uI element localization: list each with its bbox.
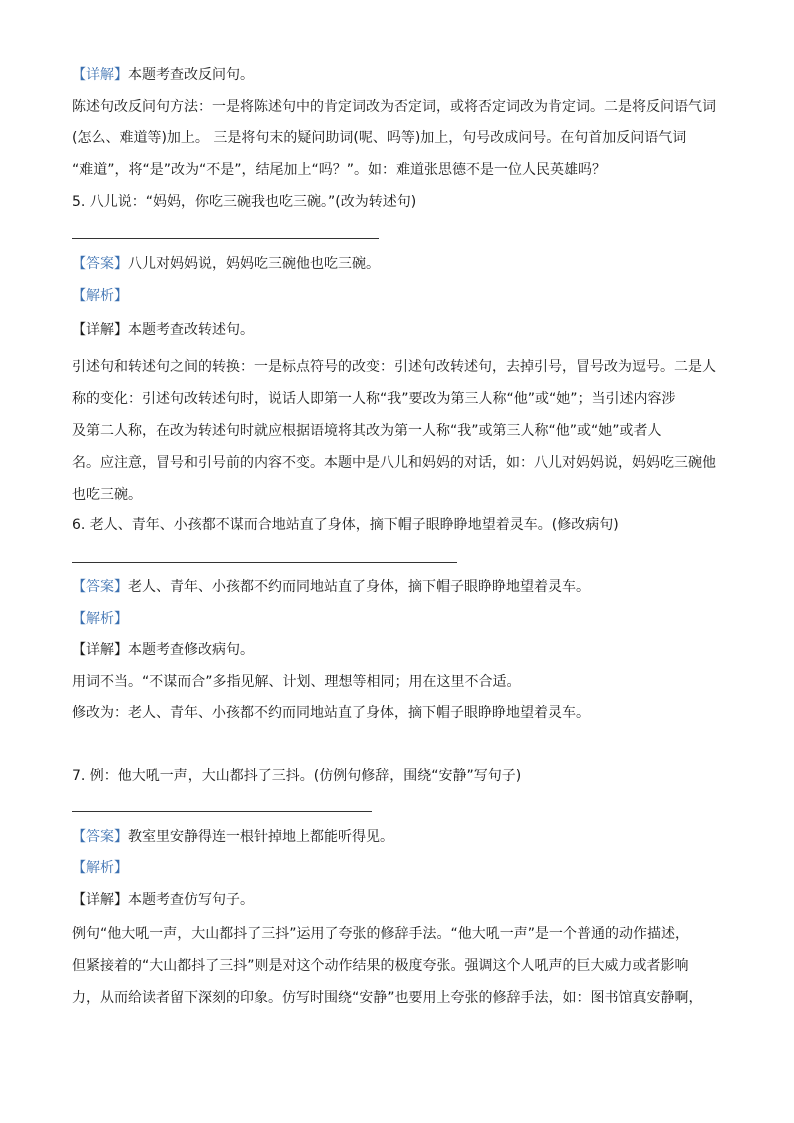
- paragraph-line: 也吃三碗。: [72, 487, 142, 503]
- question-5: 5. 八儿说：“妈妈，你吃三碗我也吃三碗。”(改为转述句): [72, 194, 417, 210]
- answer-tag: 【答案】: [72, 579, 128, 595]
- answer-blank-line: [72, 562, 457, 563]
- answer-tag: 【答案】: [72, 256, 128, 272]
- paragraph-line: 修改为：老人、青年、小孩都不约而同地站直了身体，摘下帽子眼睁睁地望着灵车。: [72, 705, 590, 721]
- detail-line: [72, 320, 728, 340]
- question-7: 7. 例：他大吼一声，大山都抖了三抖。(仿例句修辞，围绕“安静”写句子): [72, 768, 522, 784]
- paragraph-line: 陈述句改反问句方法：一是将陈述句中的肯定词改为否定词，或将否定词改为肯定词。二是将反问语气词: [72, 99, 716, 115]
- answer-text: 老人、青年、小孩都不约而同地站直了身体，摘下帽子眼睁睁地望着灵车。: [128, 579, 590, 595]
- paragraph-line: 及第二人称，在改为转述句时就应根据语境将其改为第一人称“我”或第三人称“他”或“她”或者人: [72, 423, 662, 439]
- answer-text: 教室里安静得连一根针掉地上都能听得见。: [128, 829, 394, 845]
- analysis-tag-text: 【解析】: [72, 860, 128, 876]
- detail-tag: 【详解】: [72, 642, 128, 658]
- answer-line: [72, 827, 728, 847]
- answer-blank-line: [72, 238, 379, 239]
- paragraph-line: 用词不当。“不谋而合”多指见解、计划、理想等相同；用在这里不合适。: [72, 674, 521, 690]
- paragraph-line: 名。应注意，冒号和引号前的内容不变。本题中是八儿和妈妈的对话，如：八儿对妈妈说，妈妈吃三碗他: [72, 455, 716, 471]
- answer-text: 八儿对妈妈说，妈妈吃三碗他也吃三碗。: [128, 256, 380, 272]
- detail-line: [72, 65, 728, 85]
- question-6: 6. 老人、青年、小孩都不谋而合地站直了身体，摘下帽子眼睁睁地望着灵车。(修改病句): [72, 517, 619, 533]
- answer-line: [72, 254, 728, 274]
- paragraph-line: 但紧接着的“大山都抖了三抖”则是对这个动作结果的极度夸张。强调这个人吼声的巨大威力或者影响: [72, 958, 689, 974]
- detail-tag: 【详解】: [72, 322, 128, 338]
- detail-text: 本题考查仿写句子。: [128, 892, 254, 908]
- answer-tag: 【答案】: [72, 829, 128, 845]
- analysis-tag: [72, 609, 728, 629]
- paragraph-line: “难道”，将“是”改为“不是”，结尾加上“吗？”。如：难道张思德不是一位人民英雄吗？: [72, 162, 607, 178]
- detail-text: 本题考查改转述句。: [128, 322, 254, 338]
- analysis-tag: [72, 286, 728, 306]
- answer-blank-line: [72, 811, 372, 812]
- paragraph-line: (怎么、难道等)加上。 三是将句末的疑问助词(呢、吗等)加上，句号改成问号。在句首加反问语气词: [72, 130, 687, 146]
- detail-line: [72, 890, 728, 910]
- paragraph-line: 称的变化：引述句改转述句时，说话人即第一人称“我”要改为第三人称“他”或“她”；当引述内容涉: [72, 391, 676, 407]
- detail-tag: 【详解】: [72, 892, 128, 908]
- analysis-tag-text: 【解析】: [72, 611, 128, 627]
- analysis-tag-text: 【解析】: [72, 288, 128, 304]
- answer-line: [72, 577, 728, 597]
- detail-text: 本题考查修改病句。: [128, 642, 254, 658]
- detail-text: 本题考查改反问句。: [128, 67, 254, 83]
- paragraph-line: 力，从而给读者留下深刻的印象。仿写时围绕“安静”也要用上夸张的修辞手法，如：图书馆真安静啊，: [72, 990, 703, 1006]
- paragraph-line: 例句“他大吼一声，大山都抖了三抖”运用了夸张的修辞手法。“他大吼一声”是一个普通的动作描述，: [72, 926, 690, 942]
- paragraph-line: 引述句和转述句之间的转换：一是标点符号的改变：引述句改转述句，去掉引号，冒号改为逗号。二是人: [72, 359, 716, 375]
- analysis-tag: [72, 858, 728, 878]
- detail-line: [72, 640, 728, 660]
- detail-tag: 【详解】: [72, 67, 128, 83]
